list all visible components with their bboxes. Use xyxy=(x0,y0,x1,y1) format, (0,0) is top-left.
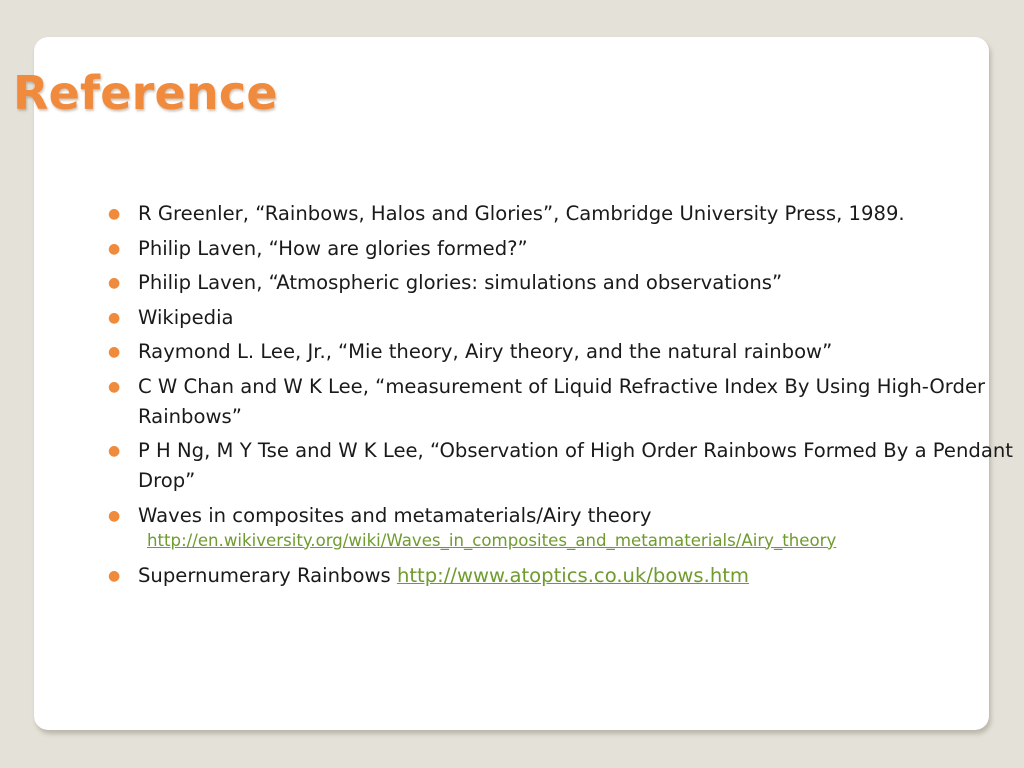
bullet-icon: ● xyxy=(108,378,121,395)
list-item xyxy=(108,234,1013,264)
bullet-icon: ● xyxy=(108,309,121,326)
reference-author: Raymond L. Lee, Jr., xyxy=(138,340,332,363)
bullet-icon: ● xyxy=(108,206,121,222)
list-item xyxy=(108,199,1013,229)
reference-title: “Mie theory, Airy theory, and the natural rainbow” xyxy=(337,340,833,363)
bullet-icon: ● xyxy=(108,344,121,360)
bullet-icon: ● xyxy=(108,240,121,257)
atoptics-link[interactable]: http://www.atoptics.co.uk/bows.htm xyxy=(396,563,750,587)
reference-list xyxy=(108,199,1013,595)
list-item xyxy=(108,501,1013,531)
list-item xyxy=(108,268,1013,298)
slide-title: Reference xyxy=(13,66,278,120)
reference-text: Waves in composites and metamaterials/Airy theory xyxy=(138,503,652,527)
bullet-icon: ● xyxy=(108,567,121,584)
airy-theory-link[interactable]: http://en.wikiversity.org/wiki/Waves_in_composites_and_metamaterials/Airy_theory xyxy=(147,530,837,550)
reference-text: Supernumerary Rainbows xyxy=(138,563,391,587)
reference-text: Philip Laven, “How are glories formed?” xyxy=(138,236,528,260)
list-item xyxy=(108,337,1013,367)
reference-text: R Greenler, “Rainbows, Halos and Glories”, Cambridge University Press, 1989. xyxy=(138,202,905,225)
sub-item xyxy=(108,529,1013,553)
reference-text: Wikipedia xyxy=(138,305,234,329)
list-item xyxy=(108,372,1013,432)
bullet-icon: ● xyxy=(108,507,121,524)
reference-text: P H Ng, M Y Tse and W K Lee, “Observation of High Order Rainbows Formed By a Pendant Drop” xyxy=(138,439,1013,492)
reference-text: C W Chan and W K Lee, “measurement of Liquid Refractive Index By Using High-Order Rainbows” xyxy=(138,374,986,428)
bullet-icon: ● xyxy=(108,275,121,291)
list-item xyxy=(108,436,1013,496)
list-item xyxy=(108,561,1013,591)
list-item xyxy=(108,303,1013,333)
reference-text: Philip Laven, “Atmospheric glories: simulations and observations” xyxy=(138,271,783,294)
bullet-icon: ● xyxy=(108,443,121,459)
